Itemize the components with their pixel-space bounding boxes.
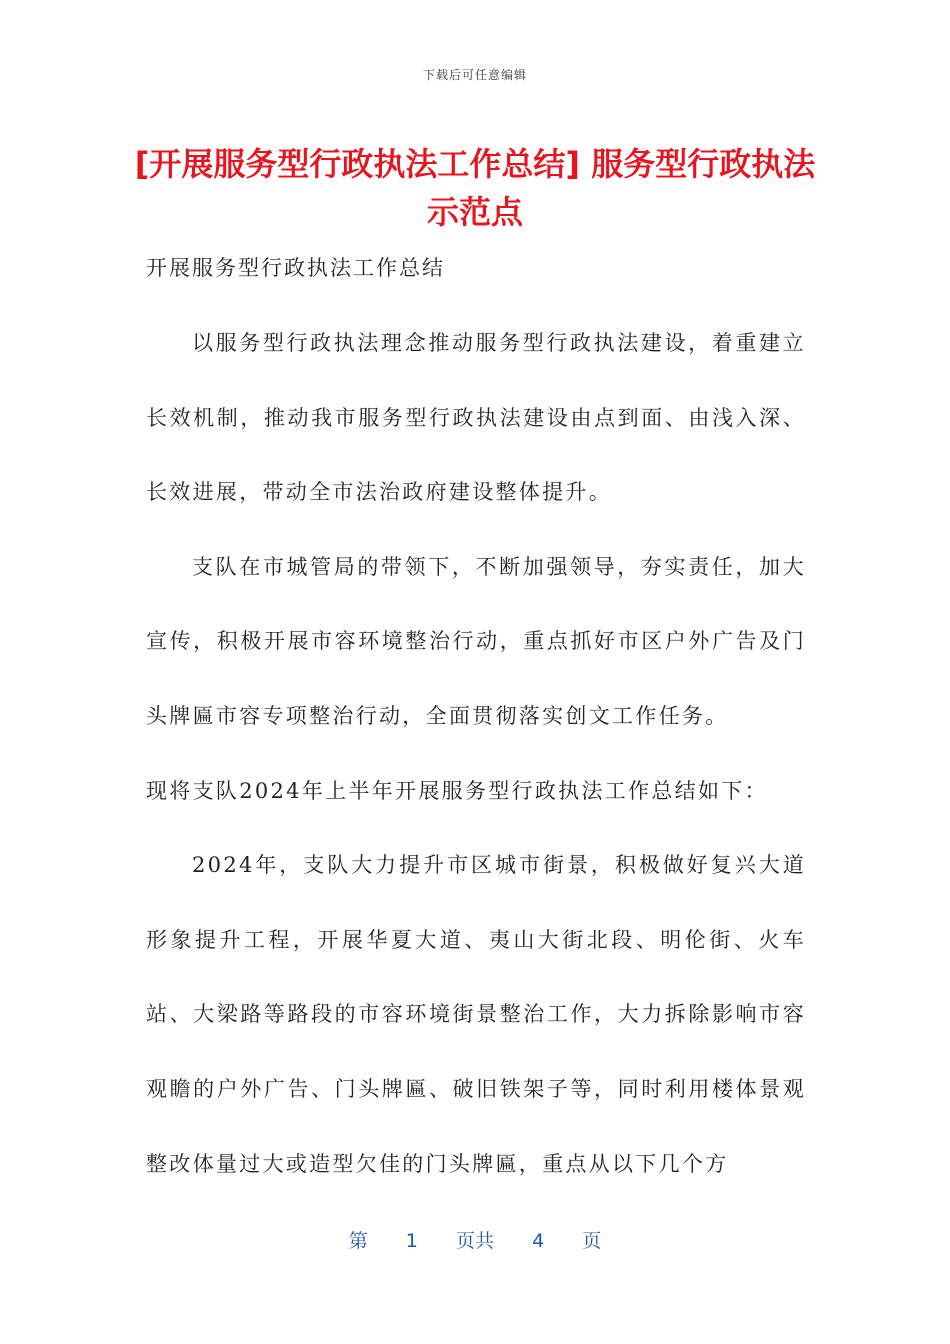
page-label-prefix: 第	[348, 1230, 368, 1252]
total-pages-number: 4	[532, 1230, 545, 1252]
header-note: 下载后可任意编辑	[422, 68, 527, 82]
paragraph: 支队在市城管局的带领下，不断加强领导，夯实责任，加大宣传，积极开展市容环境整治行动，重点抓好市区户外广告及门头牌匾市容专项整治行动，全面贯彻落实创文工作任务。	[146, 554, 806, 728]
document-body	[146, 306, 806, 1201]
paragraph: 以服务型行政执法理念推动服务型行政执法建设，着重建立长效机制，推动我市服务型行政执法建设由点到面、由浅入深、长效进展，带动全市法治政府建设整体提升。	[146, 331, 806, 505]
page-label-suffix: 页	[582, 1230, 602, 1252]
current-page-number: 1	[405, 1230, 418, 1252]
paragraph: 2024年，支队大力提升市区城市街景，积极做好复兴大道形象提升工程，开展华夏大道、夷山大街北段、明伦街、火车站、大梁路等路段的市容环境街景整治工作，大力拆除影响市容观瞻的户外广告、门头牌匾、破旧铁架子等，同时利用楼体景观整改体量过大或造型欠佳的门头牌匾，重点从以下几个方	[146, 853, 806, 1176]
page-label-mid: 页共	[455, 1230, 494, 1252]
paragraph: 现将支队2024年上半年开展服务型行政执法工作总结如下：	[146, 778, 768, 803]
document-title: [开展服务型行政执法工作总结] 服务型行政执法示范点	[134, 145, 816, 231]
document-subtitle: 开展服务型行政执法工作总结	[146, 256, 445, 280]
page-footer	[0, 1226, 950, 1253]
